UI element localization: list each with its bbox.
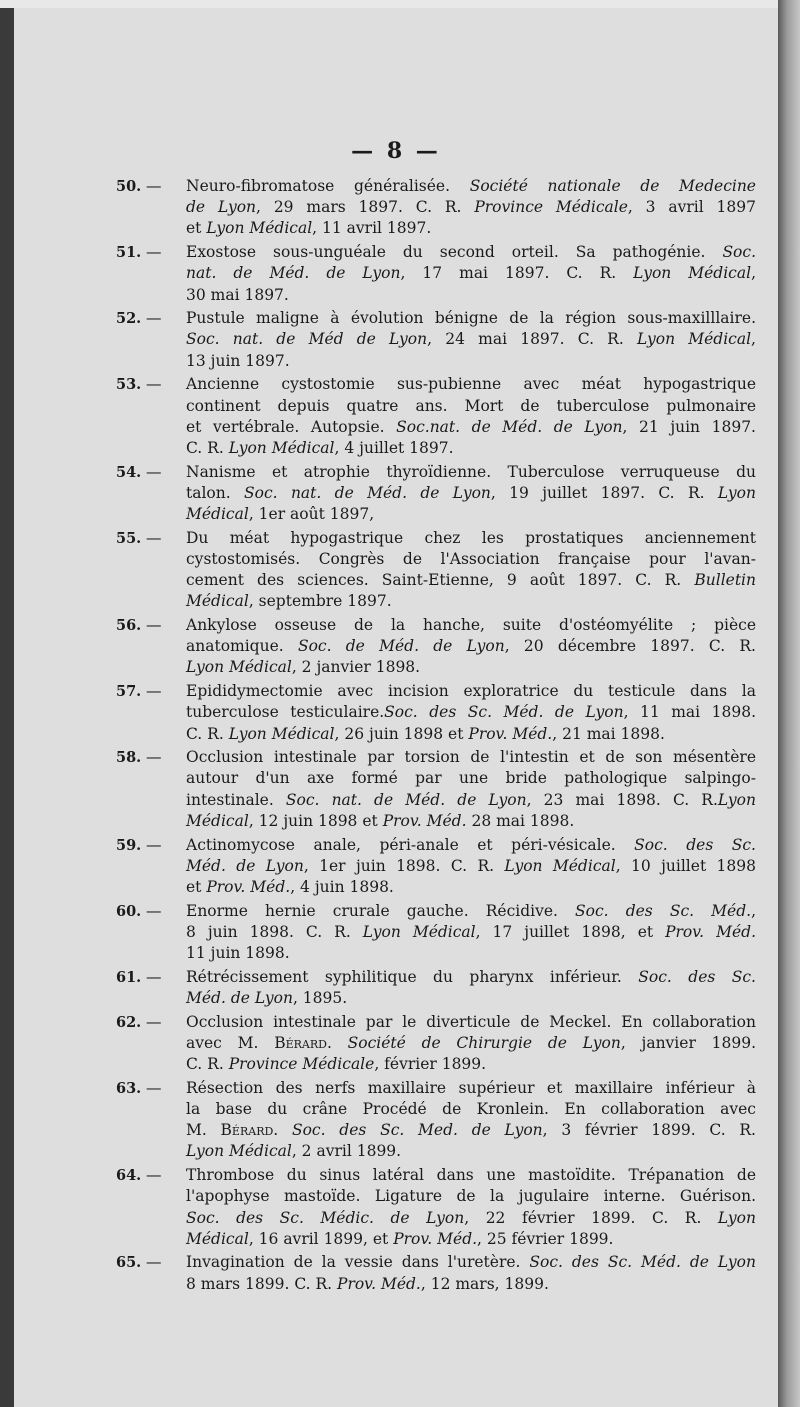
entry-italic-text: Prov. Méd.	[206, 878, 291, 896]
entry-dash: —	[146, 616, 162, 635]
entry-text: Pustule maligne à évolution bénigne de la région sous-maxilllaire.	[186, 309, 756, 328]
document-page	[14, 8, 778, 1407]
entry-dash: —	[146, 1166, 162, 1185]
entry-dash: —	[146, 462, 162, 481]
entry-number: 51.	[116, 244, 142, 262]
entry-number: 54.	[116, 463, 142, 481]
bibliography-entry	[116, 747, 756, 832]
entry-text: , 23 mai 1898. C. R.	[526, 790, 718, 809]
entry-text: , 29 mars 1897. C. R.	[256, 198, 475, 217]
entry-smallcaps-text: Bérard	[274, 1033, 327, 1052]
entry-text: Ankylose osseuse de la hanche, suite d'ostéomyélite ; pièce	[186, 616, 756, 635]
entry-text: ,	[751, 264, 756, 283]
entry-line	[186, 176, 756, 197]
entry-line	[186, 943, 756, 964]
entry-italic-text: Province Médicale	[228, 1055, 375, 1074]
entry-number: 58.	[116, 749, 142, 767]
scan-binding-edge	[778, 0, 800, 1407]
entry-text: tuberculose testiculaire.	[186, 703, 385, 722]
entry-italic-text: Lyon	[717, 1208, 756, 1227]
entry-line	[186, 462, 756, 483]
entry-text: Occlusion intestinale par torsion de l'intestin et de son mésentère	[186, 748, 756, 767]
entry-text: et	[186, 878, 207, 896]
entry-number: 52.	[116, 310, 142, 328]
entry-italic-text: Soc. des Sc. Méd. de Lyon	[529, 1253, 756, 1272]
entry-dash: —	[146, 243, 162, 262]
entry-text: , 3 février 1899. C. R.	[542, 1121, 756, 1140]
entry-text: Enorme hernie crurale gauche. Récidive.	[186, 901, 576, 920]
entry-text: 8 juin 1898. C. R.	[186, 922, 363, 941]
entry-italic-text: Société nationale de Medecine	[469, 177, 756, 195]
entry-italic-text: Médical	[186, 1229, 249, 1248]
entry-line	[186, 681, 756, 702]
entry-line	[186, 1078, 756, 1099]
entry-dash: —	[146, 748, 162, 767]
entry-text: , 3 avril 1897	[627, 198, 757, 217]
entry-line	[186, 1120, 756, 1141]
entry-text: , 21 mai 1898.	[552, 724, 665, 743]
bibliography-entry	[116, 1012, 756, 1076]
entry-italic-text: Province Médicale	[474, 198, 628, 217]
entry-italic-text: Lyon Médical	[362, 922, 476, 941]
entry-italic-text: Soc.nat. de Méd. de Lyon	[396, 417, 623, 436]
entry-text: , 11 avril 1897.	[312, 219, 432, 238]
entry-text: , 4 juillet 1897.	[334, 438, 454, 457]
entry-italic-text: Soc. de Méd. de Lyon	[297, 637, 505, 656]
entry-text: .	[326, 1033, 348, 1052]
entry-line	[186, 1033, 756, 1054]
entry-line	[186, 877, 756, 898]
entry-text: .	[273, 1121, 292, 1140]
entry-line	[186, 396, 756, 417]
entry-text: Occlusion intestinale par le diverticule de Meckel. En collaboration	[186, 1012, 756, 1031]
entry-italic-text: de Lyon	[186, 198, 257, 217]
entry-italic-text: Soc. des Sc.	[634, 835, 756, 854]
bibliography-entry	[116, 967, 756, 1009]
entry-line	[186, 549, 756, 570]
entry-line	[186, 615, 756, 636]
entry-number: 57.	[116, 683, 142, 701]
entry-text: , 26 juin 1898 et	[334, 724, 469, 743]
entry-italic-text: Soc. nat. de Méd de Lyon	[186, 330, 428, 349]
entry-dash: —	[146, 682, 162, 701]
entry-text: , 21 juin 1897.	[622, 417, 756, 436]
entry-line	[186, 374, 756, 395]
entry-line	[186, 528, 756, 549]
entry-text: ,	[751, 330, 756, 349]
entry-text: , 12 mars, 1899.	[420, 1274, 549, 1293]
entry-line	[186, 724, 756, 745]
bibliography-entry	[116, 615, 756, 679]
entry-text: , 2 janvier 1898.	[291, 658, 421, 677]
entry-italic-text: Soc.	[722, 243, 756, 262]
entry-number: 62.	[116, 1013, 142, 1031]
entry-text: talon.	[186, 483, 245, 502]
entry-text: , février 1899.	[374, 1055, 487, 1074]
entry-text: , septembre 1897.	[248, 592, 392, 611]
entry-italic-text: Lyon Médical	[206, 219, 313, 238]
entry-line	[186, 263, 756, 284]
entry-italic-text: Lyon	[717, 790, 756, 809]
bibliography-entry	[116, 242, 756, 306]
entry-number: 61.	[116, 968, 142, 986]
entry-text: C. R.	[186, 1055, 229, 1074]
entry-text: Neuro-fibromatose généralisée.	[186, 177, 470, 195]
entry-line	[186, 1274, 756, 1295]
entry-text: , 1895.	[292, 989, 348, 1008]
entry-dash: —	[146, 177, 162, 195]
entry-line	[186, 1208, 756, 1229]
entry-line	[186, 1099, 756, 1120]
entry-text: , 19 juillet 1897. C. R.	[490, 483, 718, 502]
entry-number: 64.	[116, 1167, 142, 1185]
entry-italic-text: Soc. nat. de Méd. de Lyon	[244, 483, 491, 502]
entry-line	[186, 967, 756, 988]
entry-italic-text: Soc. nat. de Méd. de Lyon	[285, 790, 527, 809]
scan-top-edge	[0, 0, 800, 8]
entry-line	[186, 702, 756, 723]
entry-dash: —	[146, 835, 162, 854]
bibliography-entry	[116, 1165, 756, 1250]
entry-line	[186, 922, 756, 943]
entry-line	[186, 811, 756, 832]
entry-dash: —	[146, 309, 162, 328]
entry-text: intestinale.	[186, 790, 286, 809]
entry-line	[186, 636, 756, 657]
entry-line	[186, 1252, 756, 1273]
bibliography-entry	[116, 308, 756, 372]
entry-text: Résection des nerfs maxillaire supérieur et maxillaire inférieur à	[186, 1078, 756, 1097]
entry-line	[186, 570, 756, 591]
bibliography-entry	[116, 528, 756, 613]
entry-text: Thrombose du sinus latéral dans une mastoïdite. Trépanation de	[186, 1166, 756, 1185]
entry-italic-text: Méd. de Lyon	[186, 989, 293, 1008]
entry-italic-text: Prov. Méd.	[393, 1229, 478, 1248]
entry-line	[186, 218, 756, 239]
entry-italic-text: Médical	[186, 592, 249, 611]
entry-italic-text: Bulletin	[694, 571, 756, 590]
entry-italic-text: Soc. des Sc. Médic. de Lyon	[186, 1208, 465, 1227]
entry-text: Rétrécissement syphilitique du pharynx inférieur.	[186, 967, 639, 986]
entry-text: C. R.	[186, 438, 229, 457]
entry-line	[186, 988, 756, 1009]
bibliography-entry	[116, 1078, 756, 1163]
entry-italic-text: Lyon Médical	[636, 330, 752, 349]
bibliography-list	[116, 176, 756, 1295]
entry-italic-text: Prov. Méd.	[468, 724, 553, 743]
entry-dash: —	[146, 1012, 162, 1031]
entry-italic-text: Soc. des Sc. Med. de Lyon	[291, 1121, 543, 1140]
bibliography-entry	[116, 901, 756, 965]
entry-number: 65.	[116, 1254, 142, 1272]
entry-text: 28 mai 1898.	[466, 811, 575, 830]
bibliography-entry	[116, 374, 756, 459]
entry-number: 63.	[116, 1079, 142, 1097]
entry-dash: —	[146, 901, 162, 920]
entry-italic-text: Lyon Médical	[504, 856, 616, 875]
entry-number: 53.	[116, 376, 142, 394]
entry-dash: —	[146, 528, 162, 547]
entry-line	[186, 438, 756, 459]
entry-number: 56.	[116, 617, 142, 635]
bibliography-entry	[116, 835, 756, 899]
entry-text: Exostose sous-unguéale du second orteil. Sa pathogénie.	[186, 243, 723, 262]
entry-italic-text: Soc. des Sc.	[638, 967, 756, 986]
entry-line	[186, 1229, 756, 1250]
entry-dash: —	[146, 1253, 162, 1272]
entry-line	[186, 504, 756, 525]
entry-text: , 16 avril 1899, et	[248, 1229, 394, 1248]
entry-line	[186, 835, 756, 856]
entry-smallcaps-text: Bérard	[220, 1121, 274, 1140]
entry-line	[186, 483, 756, 504]
entry-italic-text: Prov. Méd.	[665, 922, 756, 941]
entry-text: anatomique.	[186, 637, 298, 656]
bibliography-entry	[116, 681, 756, 745]
entry-number: 50.	[116, 178, 142, 195]
entry-italic-text: nat. de Méd. de Lyon	[186, 264, 401, 283]
entry-dash: —	[146, 375, 162, 394]
entry-text: la base du crâne Procédé de Kronlein. En collaboration avec	[186, 1100, 756, 1119]
entry-italic-text: Lyon Médical	[186, 658, 292, 677]
entry-text: Epididymectomie avec incision exploratrice du testicule dans la	[186, 682, 756, 701]
entry-line	[186, 657, 756, 678]
bibliography-entry	[116, 1252, 756, 1294]
entry-text: cystostomisés. Congrès de l'Association française pour l'avan-	[186, 549, 756, 568]
entry-italic-text: Médical	[186, 811, 249, 830]
entry-line	[186, 790, 756, 811]
entry-text: , 17 mai 1897. C. R.	[400, 264, 634, 283]
entry-text: Nanisme et atrophie thyroïdienne. Tuberculose verruqueuse du	[186, 462, 756, 481]
entry-text: , 25 février 1899.	[477, 1229, 614, 1248]
entry-text: Invagination de la vessie dans l'uretère.	[186, 1253, 530, 1272]
entry-line	[186, 768, 756, 789]
entry-text: 13 juin 1897.	[186, 351, 290, 370]
entry-number: 59.	[116, 836, 142, 854]
bibliography-entry	[116, 176, 756, 240]
entry-line	[186, 1054, 756, 1075]
entry-text: 11 juin 1898.	[186, 944, 290, 963]
entry-line	[186, 856, 756, 877]
entry-dash: —	[146, 1078, 162, 1097]
entry-text: , 10 juillet 1898	[615, 856, 756, 875]
entry-italic-text: Lyon Médical	[228, 438, 335, 457]
entry-italic-text: Soc. des Sc. Méd. de Lyon	[384, 703, 624, 722]
entry-italic-text: Lyon	[717, 483, 756, 502]
entry-line	[186, 901, 756, 922]
entry-italic-text: Prov. Méd.	[337, 1274, 421, 1293]
entry-text: , 1er juin 1898. C. R.	[303, 856, 505, 875]
entry-line	[186, 329, 756, 350]
entry-italic-text: Lyon Médical	[633, 264, 752, 283]
entry-text: cement des sciences. Saint-Etienne, 9 août 1897. C. R.	[186, 571, 695, 590]
entry-line	[186, 1141, 756, 1162]
entry-text: , janvier 1899.	[620, 1033, 756, 1052]
entry-text: 8 mars 1899. C. R.	[186, 1274, 338, 1293]
entry-text: , 12 juin 1898 et	[248, 811, 383, 830]
entry-text: M.	[186, 1121, 221, 1140]
entry-line	[186, 351, 756, 372]
entry-line	[186, 747, 756, 768]
entry-text: et	[186, 219, 207, 238]
entry-dash: —	[146, 967, 162, 986]
entry-number: 60.	[116, 902, 142, 920]
entry-text: , 11 mai 1898.	[623, 703, 756, 722]
page-number: — 8 —	[351, 138, 441, 164]
entry-text: , 1er août 1897,	[248, 505, 375, 524]
entry-italic-text: Lyon Médical	[186, 1142, 292, 1161]
entry-italic-text: Soc. des Sc. Méd.	[575, 901, 752, 920]
entry-line	[186, 308, 756, 329]
entry-text: C. R.	[186, 724, 229, 743]
bibliography-entry	[116, 462, 756, 526]
entry-text: continent depuis quatre ans. Mort de tuberculose pulmonaire	[186, 396, 756, 415]
entry-text: avec M.	[186, 1033, 275, 1052]
entry-text: Ancienne cystostomie sus-pubienne avec méat hypogastrique	[186, 375, 756, 394]
entry-line	[186, 1012, 756, 1033]
entry-line	[186, 591, 756, 612]
entry-text: , 17 juillet 1898, et	[475, 922, 666, 941]
entry-line	[186, 242, 756, 263]
entry-italic-text: Société de Chirurgie de Lyon	[347, 1033, 621, 1052]
entry-text: , 22 février 1899. C. R.	[464, 1208, 718, 1227]
entry-italic-text: Lyon Médical	[228, 724, 335, 743]
entry-text: autour d'un axe formé par une bride pathologique salpingo-	[186, 769, 756, 788]
entry-line	[186, 1186, 756, 1207]
entry-line	[186, 1165, 756, 1186]
entry-text: Actinomycose anale, péri-anale et péri-vésicale.	[186, 835, 635, 854]
entry-text: , 4 juin 1898.	[290, 878, 394, 896]
entry-text: Du méat hypogastrique chez les prostatiques anciennement	[186, 528, 756, 547]
entry-line	[186, 197, 756, 218]
entry-text: , 20 décembre 1897. C. R.	[504, 637, 756, 656]
entry-italic-text: Médical	[186, 505, 249, 524]
entry-number: 55.	[116, 529, 142, 547]
entry-text: 30 mai 1897.	[186, 285, 289, 304]
entry-text: , 2 avril 1899.	[291, 1142, 402, 1161]
entry-text: et vertébrale. Autopsie.	[186, 417, 397, 436]
entry-text: l'apophyse mastoïde. Ligature de la jugulaire interne. Guérison.	[186, 1187, 756, 1206]
entry-italic-text: Méd. de Lyon	[186, 856, 304, 875]
entry-line	[186, 417, 756, 438]
entry-italic-text: Prov. Méd.	[382, 811, 467, 830]
entry-line	[186, 285, 756, 306]
entry-text: , 24 mai 1897. C. R.	[427, 330, 637, 349]
entry-text: ,	[751, 901, 756, 920]
